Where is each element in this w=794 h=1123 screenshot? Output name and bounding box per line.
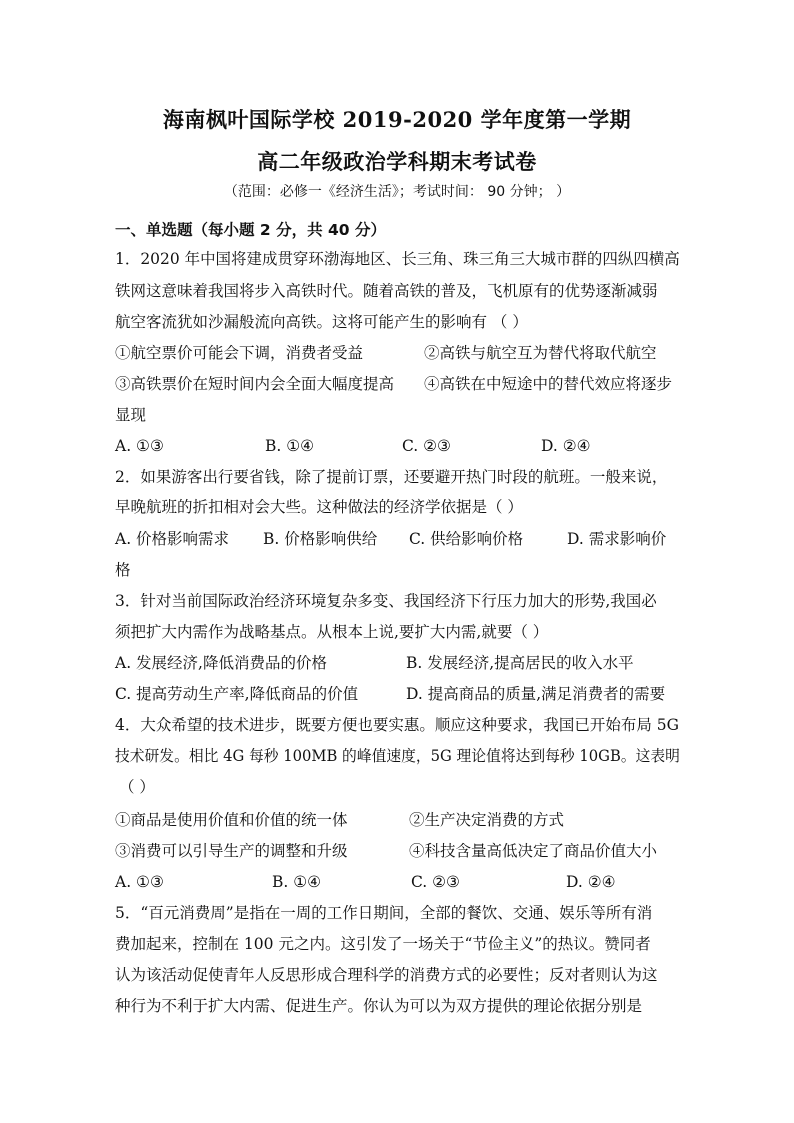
q1-statement-2: ②高铁与航空互为替代将取代航空 bbox=[424, 344, 657, 362]
q5-text-line1: 5．“百元消费周”是指在一周的工作日期间，全部的餐饮、交通、娱乐等所有消 bbox=[115, 904, 653, 922]
q4-statement-3: ③消费可以引导生产的调整和升级 bbox=[115, 842, 348, 860]
q3-text-line1: 3．针对当前国际政治经济环境复杂多变、我国经济下行压力加大的形势,我国必 bbox=[115, 592, 657, 610]
q4-statement-4: ④科技含量高低决定了商品价值大小 bbox=[409, 842, 658, 860]
q3-option-c: C. 提高劳动生产率,降低商品的价值 bbox=[115, 685, 359, 703]
exam-scope-note: （范围：必修一《经济生活》；考试时间： 90 分钟； ） bbox=[223, 184, 571, 200]
q1-text-line3: 航空客流犹如沙漏般流向高铁。这将可能产生的影响有 （ ） bbox=[115, 313, 528, 331]
q1-text-line2: 铁网这意味着我国将步入高铁时代。随着高铁的普及，飞机原有的优势逐渐减弱 bbox=[115, 282, 658, 300]
q4-text-line2: 技术研发。相比 4G 每秒 100MB 的峰值速度，5G 理论值将达到每秒 10GB。这表明 bbox=[115, 747, 680, 765]
q5-text-line4: 种行为不利于扩大内需、促进生产。你认为可以为双方提供的理论依据分别是 bbox=[115, 997, 643, 1015]
q1-statement-1: ①航空票价可能会下调，消费者受益 bbox=[115, 344, 364, 362]
q1-statement-3: ③高铁票价在短时间内会全面大幅度提高 bbox=[115, 375, 395, 393]
q4-text-line3: （ ） bbox=[119, 778, 155, 796]
exam-title: 海南枫叶国际学校 2019-2020 学年度第一学期 bbox=[162, 107, 632, 132]
q3-option-b: B. 发展经济,提高居民的收入水平 bbox=[406, 654, 634, 672]
q4-statement-2: ②生产决定消费的方式 bbox=[409, 811, 565, 829]
q1-option-d: D. ②④ bbox=[541, 437, 591, 455]
q2-option-b: B. 价格影响供给 bbox=[263, 530, 378, 548]
q3-text-line2: 须把扩大内需作为战略基点。从根本上说,要扩大内需,就要（ ） bbox=[115, 623, 549, 641]
q4-option-d: D. ②④ bbox=[566, 873, 616, 891]
q4-option-c: C. ②③ bbox=[411, 873, 460, 891]
q2-option-d-cont: 格 bbox=[115, 561, 131, 579]
q5-text-line3: 认为该活动促使青年人反思形成合理科学的消费方式的必要性；反对者则认为这 bbox=[115, 966, 658, 984]
q1-option-b: B. ①④ bbox=[265, 437, 315, 455]
q2-text-line1: 2．如果游客出行要省钱，除了提前订票，还要避开热门时段的航班。一般来说， bbox=[115, 468, 668, 486]
q2-text-line2: 早晚航班的折扣相对会大些。这种做法的经济学依据是（ ） bbox=[115, 498, 523, 516]
q4-statement-1: ①商品是使用价值和价值的统一体 bbox=[115, 811, 348, 829]
q1-statement-4: ④高铁在中短途中的替代效应将逐步 bbox=[424, 375, 673, 393]
q1-statement-4-cont: 显现 bbox=[115, 406, 147, 424]
q4-option-b: B. ①④ bbox=[272, 873, 322, 891]
q1-option-a: A. ①③ bbox=[115, 437, 164, 455]
q3-option-d: D. 提高商品的质量,满足消费者的需要 bbox=[406, 685, 666, 703]
q1-text-line1: 1．2020 年中国将建成贯穿环渤海地区、长三角、珠三角三大城市群的四纵四横高 bbox=[115, 250, 680, 268]
q1-option-c: C. ②③ bbox=[402, 437, 451, 455]
q2-option-a: A. 价格影响需求 bbox=[115, 530, 230, 548]
q4-option-a: A. ①③ bbox=[115, 873, 164, 891]
exam-subtitle-title: 高二年级政治学科期末考试卷 bbox=[257, 149, 537, 174]
q2-option-d: D. 需求影响价 bbox=[567, 530, 667, 548]
q3-option-a: A. 发展经济,降低消费品的价格 bbox=[115, 654, 327, 672]
q5-text-line2: 费加起来，控制在 100 元之内。这引发了一场关于“节俭主义”的热议。赞同者 bbox=[115, 935, 651, 953]
q2-option-c: C. 供给影响价格 bbox=[409, 530, 524, 548]
section-heading: 一、单选题（每小题 2 分，共 40 分） bbox=[115, 221, 386, 239]
q4-text-line1: 4．大众希望的技术进步，既要方便也要实惠。顺应这种要求，我国已开始布局 5G bbox=[115, 716, 680, 734]
